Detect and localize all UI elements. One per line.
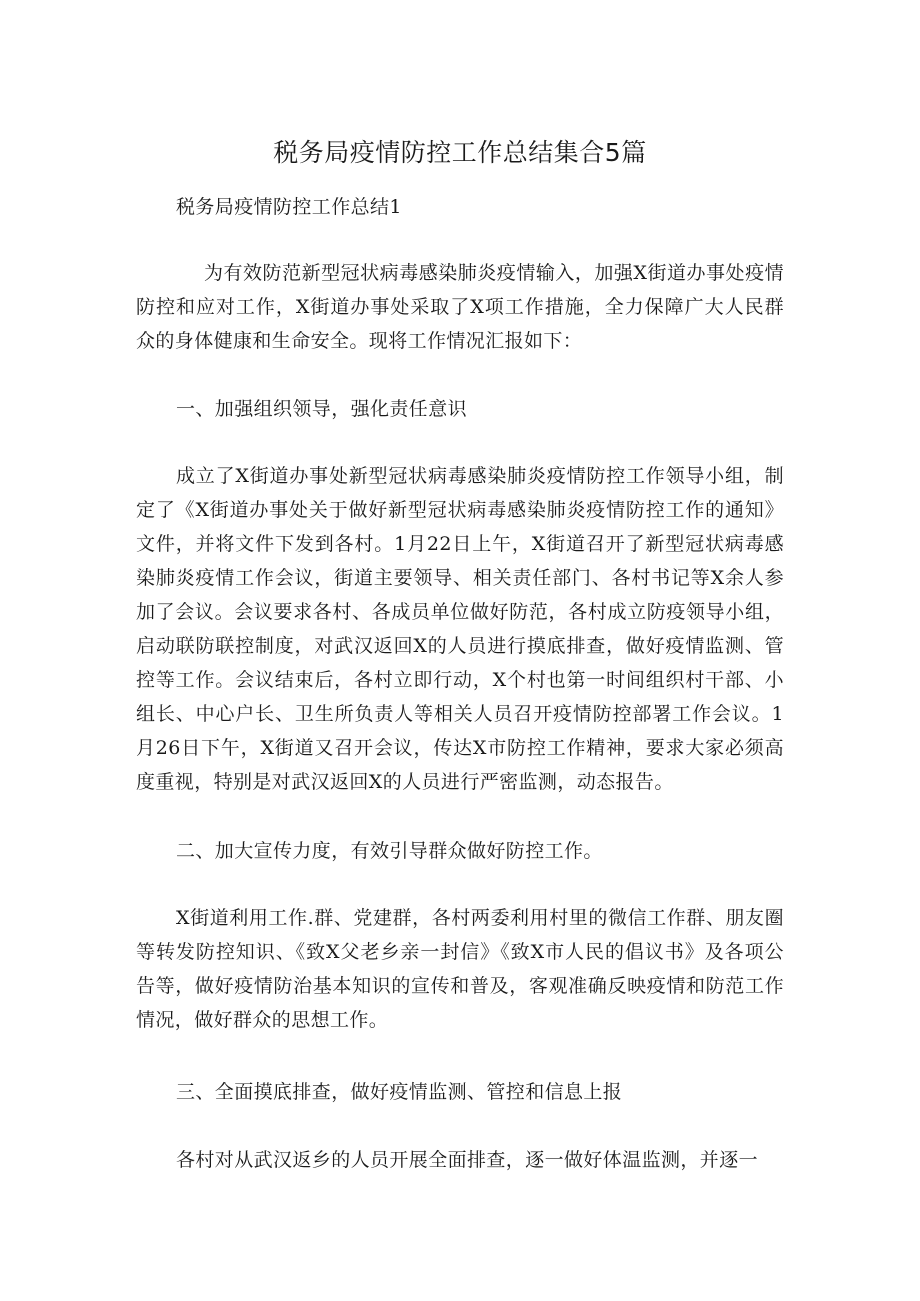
body-paragraph-screening: 各村对从武汉返乡的人员开展全面排查，逐一做好体温监测，并逐一 [176, 1149, 759, 1171]
heading-screening: 三、全面摸底排查，做好疫情监测、管控和信息上报 [176, 1081, 623, 1103]
document-title: 税务局疫情防控工作总结集合5篇 [273, 137, 647, 167]
heading-publicity: 二、加大宣传力度，有效引导群众做好防控工作。 [176, 840, 603, 862]
body-paragraph-organization: 成立了X街道办事处新型冠状病毒感染肺炎疫情防控工作领导小组，制定了《X街道办事处关于做好新型冠状病毒感染肺炎疫情防控工作的通知》文件，并将文件下发到各村。1月22日上午，X街道召开了新型冠状病毒感染肺炎疫情工作会议，街道主要领导、相关责任部门、各村书记等X余人参加了会议。会议要求各村、各成员单位做好防范，各村成立防疫领导小组，启动联防联控制度，对武汉返回X的人员进行摸底排查，做好疫情监测、管控等工作。会议结束后，各村立即行动，X个村也第一时间组织村干部、小组长、中心户长、卫生所负责人等相关人员召开疫情防控部署工作会议。1月26日下午，X街道又召开会议，传达X市防控工作精神，要求大家必须高度重视，特别是对武汉返回X的人员进行严密监测，动态报告。 [136, 465, 784, 793]
body-paragraph-publicity: X街道利用工作.群、党建群，各村两委利用村里的微信工作群、朋友圈等转发防控知识、《致X父老乡亲一封信》《致X市人民的倡议书》及各项公告等，做好疫情防治基本知识的宣传和普及，客观准确反映疫情和防范工作情况，做好群众的思想工作。 [136, 907, 784, 1031]
heading-organization: 一、加强组织领导，强化责任意识 [176, 398, 468, 420]
intro-paragraph: 为有效防范新型冠状病毒感染肺炎疫情输入，加强X街道办事处疫情防控和应对工作，X街道办事处采取了X项工作措施，全力保障广大人民群众的身体健康和生命安全。现将工作情况汇报如下： [136, 262, 784, 352]
section-title: 税务局疫情防控工作总结1 [176, 196, 402, 218]
